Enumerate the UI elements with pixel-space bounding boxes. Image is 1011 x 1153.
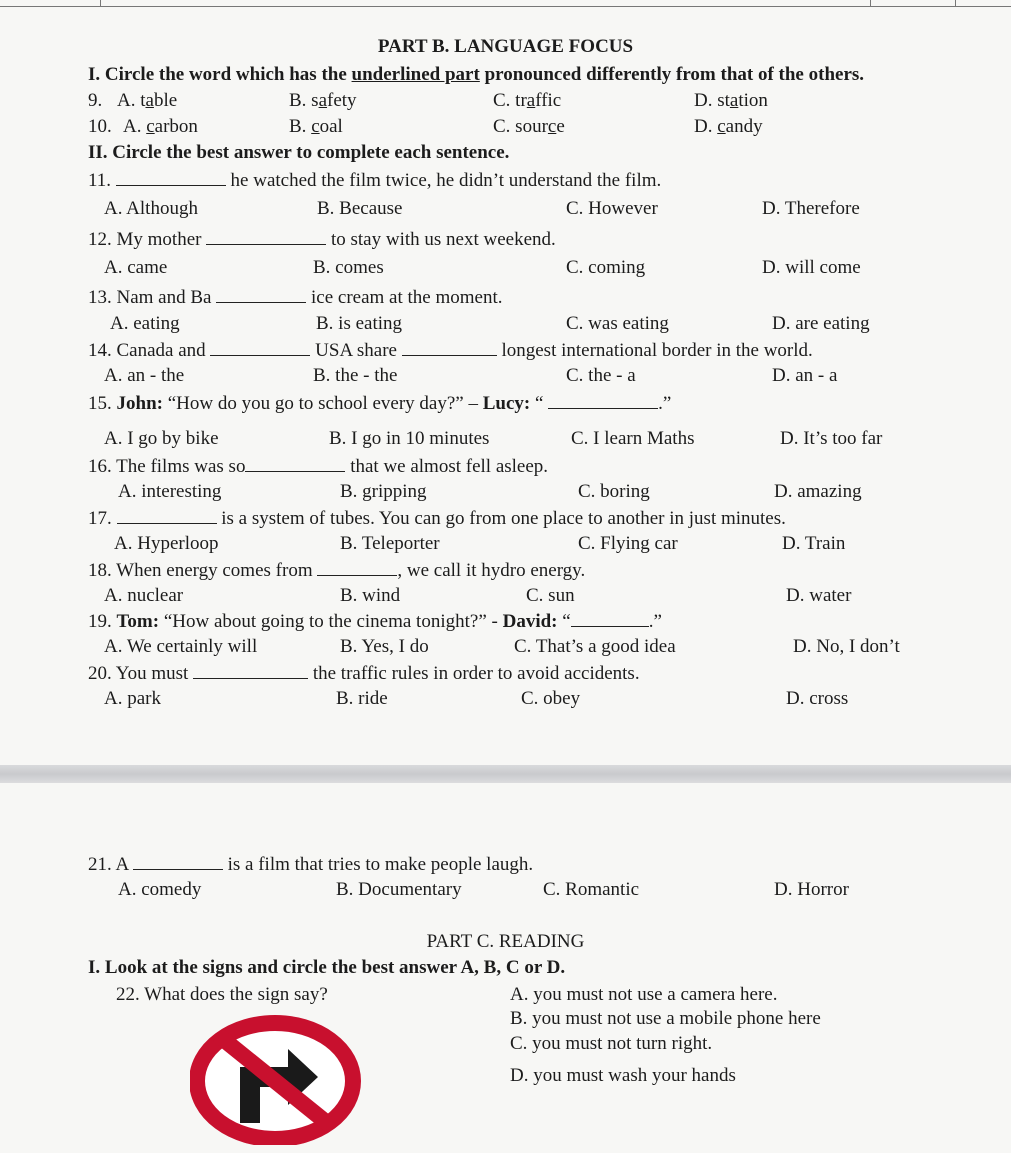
answer-option[interactable]: A. came: [104, 257, 168, 278]
answer-option[interactable]: A. interesting: [118, 481, 222, 502]
question-number: 10.: [88, 116, 112, 137]
answer-option[interactable]: D. Horror: [774, 879, 849, 900]
answer-option[interactable]: D. water: [786, 585, 852, 606]
question-14-stem: 14. Canada and USA share longest international border in the world.: [88, 340, 813, 361]
table-divider: [100, 0, 101, 6]
answer-option[interactable]: B. comes: [313, 257, 384, 278]
question-20-stem: 20. You must the traffic rules in order to avoid accidents.: [88, 663, 640, 684]
part-c-title: PART C. READING: [426, 931, 585, 952]
answer-option[interactable]: A. I go by bike: [104, 428, 219, 449]
answer-option[interactable]: B. ride: [336, 688, 388, 709]
answer-option[interactable]: B. safety: [289, 90, 357, 111]
answer-option[interactable]: C. you must not turn right.: [510, 1033, 713, 1054]
answer-option[interactable]: D. an - a: [772, 365, 838, 386]
answer-option[interactable]: C. the - a: [566, 365, 636, 386]
answer-option[interactable]: C. However: [566, 198, 658, 219]
section-2-heading: II. Circle the best answer to complete each sentence.: [88, 142, 510, 163]
question-15-stem: 15. John: “How do you go to school every day?” – Lucy: “ .”: [88, 393, 672, 414]
question-number: 9.: [88, 90, 103, 111]
answer-option[interactable]: D. Therefore: [762, 198, 860, 219]
answer-option[interactable]: C. That’s a good idea: [514, 636, 676, 657]
page-bottom: [0, 783, 1011, 1153]
question-18-stem: 18. When energy comes from , we call it hydro energy.: [88, 560, 586, 581]
question-22-stem: 22. What does the sign say?: [116, 984, 328, 1005]
answer-option[interactable]: D. you must wash your hands: [510, 1065, 736, 1086]
answer-option[interactable]: C. boring: [578, 481, 650, 502]
top-table-border: [0, 0, 1011, 7]
answer-option[interactable]: B. is eating: [316, 313, 403, 334]
table-divider: [955, 0, 956, 6]
answer-option[interactable]: D. cross: [786, 688, 849, 709]
answer-option[interactable]: A. We certainly will: [104, 636, 258, 657]
answer-option[interactable]: A. Hyperloop: [114, 533, 219, 554]
question-16-stem: 16. The films was so that we almost fell asleep.: [88, 456, 549, 477]
answer-option[interactable]: B. coal: [289, 116, 343, 137]
answer-option[interactable]: B. Teleporter: [340, 533, 440, 554]
answer-option[interactable]: C. traffic: [493, 90, 562, 111]
answer-option[interactable]: C. obey: [521, 688, 581, 709]
answer-option[interactable]: B. Yes, I do: [340, 636, 429, 657]
question-13-stem: 13. Nam and Ba ice cream at the moment.: [88, 287, 503, 308]
question-17-stem: 17. is a system of tubes. You can go from one place to another in just minutes.: [88, 508, 786, 529]
table-divider: [870, 0, 871, 6]
answer-option[interactable]: A. Although: [104, 198, 198, 219]
question-21-stem: 21. A is a film that tries to make people laugh.: [88, 854, 534, 875]
section-1-heading: I. Circle the word which has the underlined part pronounced differently from that of the others.: [88, 64, 865, 85]
answer-option[interactable]: C. Romantic: [543, 879, 640, 900]
answer-option[interactable]: A. carbon: [123, 116, 198, 137]
answer-option[interactable]: A. park: [104, 688, 161, 709]
no-right-turn-sign: [190, 1005, 370, 1145]
answer-option[interactable]: B. wind: [340, 585, 401, 606]
answer-option[interactable]: D. will come: [762, 257, 861, 278]
answer-option[interactable]: D. It’s too far: [780, 428, 883, 449]
answer-option[interactable]: A. eating: [110, 313, 180, 334]
question-12-stem: 12. My mother to stay with us next weekend.: [88, 229, 556, 250]
section-c1-heading: I. Look at the signs and circle the best answer A, B, C or D.: [88, 957, 566, 978]
answer-option[interactable]: D. candy: [694, 116, 763, 137]
answer-option[interactable]: C. was eating: [566, 313, 669, 334]
answer-option[interactable]: D. No, I don’t: [793, 636, 900, 657]
answer-option[interactable]: B. Documentary: [336, 879, 462, 900]
answer-option[interactable]: D. Train: [782, 533, 846, 554]
answer-option[interactable]: B. you must not use a mobile phone here: [510, 1008, 821, 1029]
answer-option[interactable]: C. Flying car: [578, 533, 678, 554]
answer-option[interactable]: B. gripping: [340, 481, 427, 502]
page-gap: [0, 765, 1011, 783]
answer-option[interactable]: D. amazing: [774, 481, 862, 502]
answer-option[interactable]: B. the - the: [313, 365, 398, 386]
answer-option[interactable]: B. I go in 10 minutes: [329, 428, 490, 449]
answer-option[interactable]: C. source: [493, 116, 565, 137]
answer-option[interactable]: C. I learn Maths: [571, 428, 695, 449]
answer-option[interactable]: D. station: [694, 90, 768, 111]
answer-option[interactable]: A. table: [117, 90, 178, 111]
answer-option[interactable]: A. you must not use a camera here.: [510, 984, 778, 1005]
answer-option[interactable]: A. nuclear: [104, 585, 184, 606]
answer-option[interactable]: A. an - the: [104, 365, 185, 386]
part-b-title: PART B. LANGUAGE FOCUS: [377, 36, 634, 57]
answer-option[interactable]: D. are eating: [772, 313, 870, 334]
answer-option[interactable]: C. coming: [566, 257, 646, 278]
question-11-stem: 11. he watched the film twice, he didn’t understand the film.: [88, 170, 662, 191]
answer-option[interactable]: B. Because: [317, 198, 403, 219]
answer-option[interactable]: C. sun: [526, 585, 575, 606]
answer-option[interactable]: A. comedy: [118, 879, 202, 900]
question-19-stem: 19. Tom: “How about going to the cinema tonight?” - David: “ .”: [88, 611, 662, 632]
